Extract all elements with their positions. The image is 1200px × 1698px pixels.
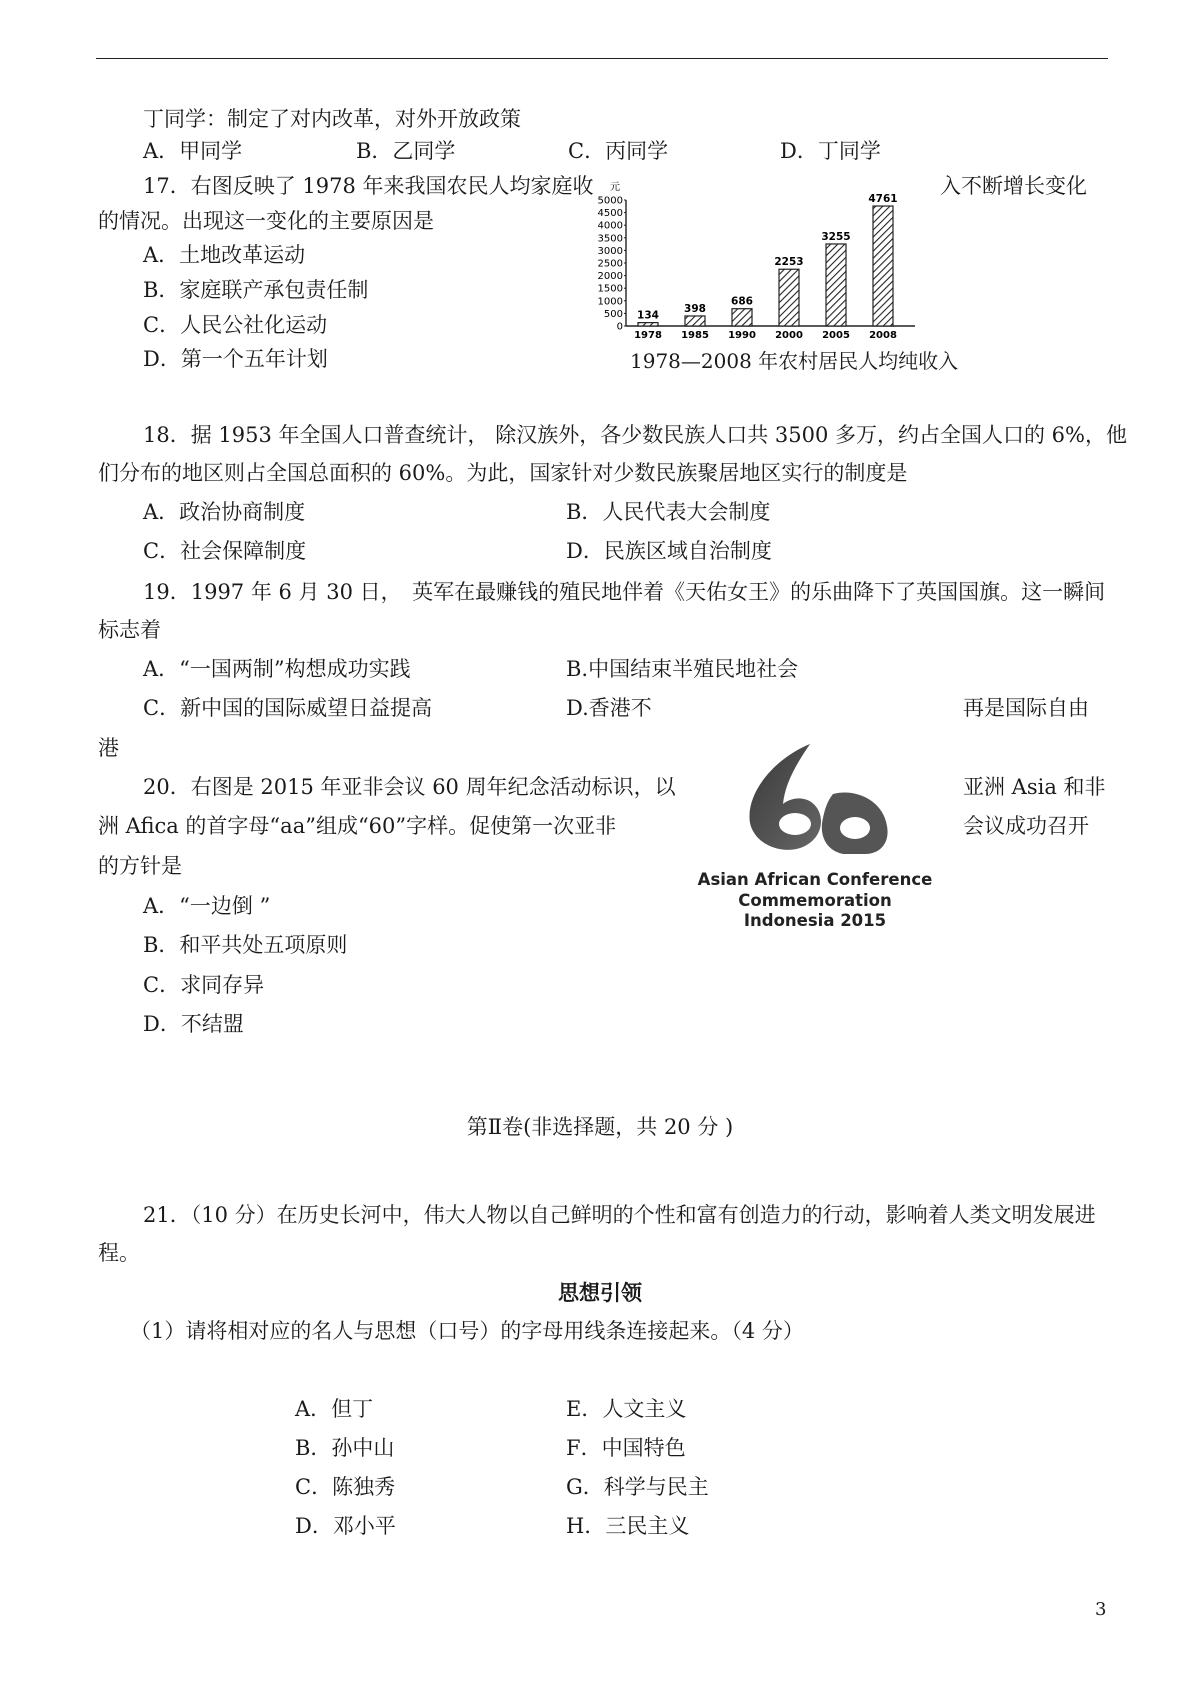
- data-label-1990: 686: [731, 295, 753, 308]
- q16-option-d: D．丁同学: [780, 139, 881, 163]
- q18-option-a: A．政治协商制度: [143, 500, 306, 524]
- logo-caption-line1: Asian African Conference: [697, 870, 933, 889]
- y-axis-unit-label: 元: [610, 182, 620, 193]
- q16-option-ding-line: 丁同学：制定了对内改革，对外开放政策: [143, 107, 521, 131]
- q21-stem-line1: 21．（10 分）在历史长河中，伟大人物以自己鲜明的个性和富有创造力的行动，影响着人类文明发展进: [143, 1203, 1096, 1227]
- data-label-2008: 4761: [868, 193, 898, 206]
- q18-option-b: B．人民代表大会制度: [566, 500, 771, 524]
- q19-option-d-part1: D.香港不: [566, 696, 652, 720]
- q20-stem-line3: 的方针是: [98, 854, 182, 878]
- q19-option-b: B.中国结束半殖民地社会: [566, 657, 799, 681]
- q21-stem-line2: 程。: [98, 1241, 140, 1265]
- q21-right-item-g: G．科学与民主: [566, 1475, 709, 1499]
- q18-stem-line1: 18．据 1953 年全国人口普查统计， 除汉族外，各少数民族人口共 3500 多万，约占全国人口的 6%，他: [143, 423, 1127, 447]
- logo-caption: [665, 870, 965, 932]
- asian-african-conference-logo: [715, 738, 915, 868]
- q21-right-item-e: E．人文主义: [566, 1397, 687, 1421]
- q17-option-a: A．土地改革运动: [143, 243, 306, 267]
- x-tick-label-1978: 1978: [634, 330, 662, 341]
- y-tick-label: 1000: [597, 296, 623, 308]
- q19-option-d-part3: 港: [98, 736, 119, 760]
- q19-stem-line1: 19．1997 年 6 月 30 日， 英军在最赚钱的殖民地伴着《天佑女王》的乐曲降下了英国国旗。这一瞬间: [143, 580, 1106, 604]
- y-tick-label: 3500: [597, 233, 623, 245]
- q21-left-item-d: D．邓小平: [295, 1514, 396, 1538]
- logo-caption-line2: Commemoration: [738, 890, 892, 910]
- y-tick-label: 5000: [597, 195, 623, 207]
- q18-option-c: C．社会保障制度: [143, 539, 307, 563]
- page-number: 3: [1095, 1599, 1107, 1620]
- q19-option-c: C．新中国的国际威望日益提高: [143, 696, 433, 720]
- logo-caption-line3: Indonesia 2015: [743, 911, 887, 931]
- x-tick-label-1985: 1985: [681, 330, 709, 341]
- q17-stem-part2: 入不断增长变化: [940, 174, 1087, 198]
- x-tick-label-1990: 1990: [728, 330, 756, 341]
- q20-option-d: D．不结盟: [143, 1012, 244, 1036]
- data-label-2005: 3255: [821, 230, 851, 243]
- q21-left-item-c: C．陈独秀: [295, 1475, 396, 1499]
- y-tick-label: 2500: [597, 258, 623, 270]
- q21-subheading: 思想引领: [558, 1280, 642, 1305]
- y-tick-label: 500: [603, 308, 623, 320]
- q20-option-c: C．求同存异: [143, 973, 265, 997]
- x-tick-label-2005: 2005: [822, 330, 850, 341]
- q17-stem-part3: 的情况。出现这一变化的主要原因是: [98, 209, 434, 233]
- bar-1985: [685, 316, 705, 326]
- bar-1978: [638, 323, 658, 326]
- q16-option-c: C．丙同学: [568, 139, 669, 163]
- q17-option-b: B．家庭联产承包责任制: [143, 278, 369, 302]
- y-tick-label: 4500: [597, 208, 623, 220]
- q19-option-a: A．“一国两制”构想成功实践: [143, 657, 411, 681]
- data-label-1985: 398: [684, 302, 706, 315]
- y-tick-label: 0: [616, 321, 623, 333]
- q19-option-d-part2: 再是国际自由: [963, 696, 1089, 720]
- data-label-1978: 134: [637, 309, 659, 322]
- bar-1990: [732, 309, 752, 326]
- bar-2008: [873, 206, 893, 326]
- q20-option-b: B．和平共处五项原则: [143, 933, 348, 957]
- y-tick-label: 2000: [597, 271, 623, 283]
- bar-2000: [779, 269, 799, 326]
- income-bar-chart: [590, 180, 920, 345]
- q16-option-a: A．甲同学: [143, 139, 243, 163]
- q21-right-item-f: F．中国特色: [566, 1436, 686, 1460]
- y-tick-label: 3000: [597, 245, 623, 257]
- section-2-title: 第Ⅱ卷(非选择题，共 20 分 ): [466, 1115, 734, 1139]
- data-label-2000: 2253: [774, 256, 804, 269]
- y-tick-label: 1500: [597, 283, 623, 295]
- bar-2005: [826, 244, 846, 326]
- header-rule: [96, 58, 1108, 59]
- q21-left-item-a: A．但丁: [295, 1397, 374, 1421]
- q21-instruction: （1）请将相对应的名人与思想（口号）的字母用线条连接起来。（4 分）: [130, 1319, 804, 1343]
- q18-option-d: D．民族区域自治制度: [566, 539, 772, 563]
- q18-stem-line2: 们分布的地区则占全国总面积的 60%。为此，国家针对少数民族聚居地区实行的制度是: [98, 461, 908, 485]
- q20-stem-line1-right: 亚洲 Asia 和非: [963, 775, 1106, 799]
- q20-option-a: A．“一边倒 ”: [143, 894, 271, 918]
- q17-option-d: D．第一个五年计划: [143, 347, 328, 371]
- q17-stem-part1: 17．右图反映了 1978 年来我国农民人均家庭收: [143, 174, 594, 198]
- q21-right-item-h: H．三民主义: [566, 1514, 690, 1538]
- q19-stem-line2: 标志着: [98, 618, 161, 642]
- x-tick-label-2000: 2000: [775, 330, 803, 341]
- q20-stem-line1-left: 20．右图是 2015 年亚非会议 60 周年纪念活动标识，以: [143, 775, 676, 799]
- q16-option-b: B．乙同学: [356, 139, 456, 163]
- q20-stem-line2-left: 洲 Afica 的首字母“aa”组成“60”字样。促使第一次亚非: [98, 814, 617, 838]
- chart-title: 1978—2008 年农村居民人均纯收入: [630, 349, 959, 373]
- q21-left-item-b: B．孙中山: [295, 1436, 395, 1460]
- x-tick-label-2008: 2008: [869, 330, 897, 341]
- q20-stem-line2-right: 会议成功召开: [963, 814, 1089, 838]
- y-tick-label: 4000: [597, 220, 623, 232]
- q17-option-c: C．人民公社化运动: [143, 313, 328, 337]
